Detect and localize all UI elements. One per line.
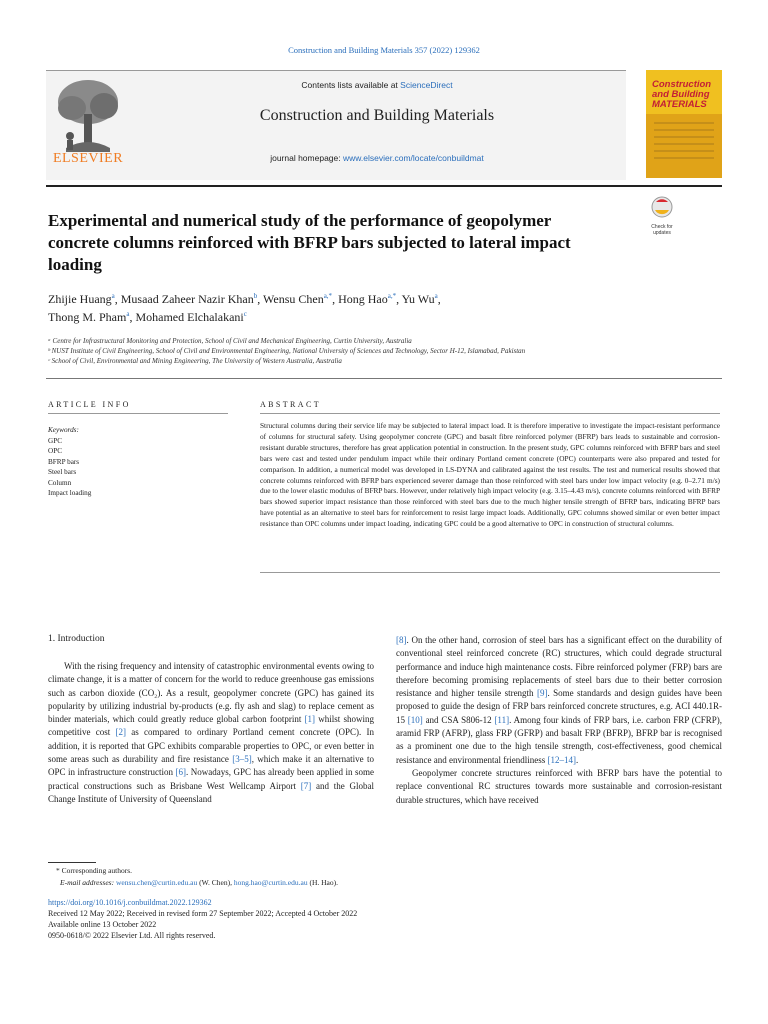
author-name[interactable]: Hong Hao (338, 292, 388, 306)
intro-right-column (396, 634, 722, 807)
check-for-updates-icon (646, 195, 678, 219)
email-link-chen[interactable]: wensu.chen@curtin.edu.au (115, 878, 198, 887)
abstract-end-rule (260, 572, 720, 573)
intro-paragraph (396, 767, 722, 807)
contents-prefix: Contents lists available at (301, 80, 401, 90)
intro-text: as compared to ordinary Portland cement concrete (OPC). In addition, it is reported that GPC exhibits comparable properties to OPC, or even better in some areas such as durability and fire resistance (48, 727, 374, 765)
intro-paragraph (396, 634, 722, 767)
email-owner: (H. Hao). (307, 878, 339, 887)
section-heading-introduction: 1. Introduction (48, 634, 105, 644)
journal-homepage-line (128, 153, 626, 163)
email-label: E-mail addresses: (60, 878, 115, 887)
author-name[interactable]: Musaad Zaheer Nazir Khan (120, 292, 254, 306)
masthead-top-rule (46, 70, 626, 71)
keyword-item: Impact loading (48, 489, 92, 497)
journal-cover-thumbnail[interactable] (646, 70, 722, 178)
affiliation-b: ᵇ NUST Institute of Civil Engineering, School of Civil and Environmental Engineering, National University of Sciences and Technology, Sector H-12, Islamabad, Pakistan (48, 347, 526, 355)
journal-citation[interactable]: Construction and Building Materials 357 (2022) 129362 (288, 45, 480, 55)
author-separator: , (396, 292, 402, 306)
author-name[interactable]: Wensu Chen (263, 292, 324, 306)
author-name[interactable]: Zhijie Huang (48, 292, 112, 306)
affiliation-marker[interactable]: a (126, 310, 130, 318)
corresponding-authors-note: * Corresponding authors. (56, 866, 133, 875)
intro-text: and the Global Change Institute of University of Queensland (48, 780, 374, 804)
check-for-updates-badge[interactable] (646, 195, 678, 236)
masthead-bottom-rule (46, 185, 722, 187)
citation-link[interactable]: [10] (407, 714, 423, 725)
keywords-block (48, 425, 228, 499)
journal-homepage-link[interactable]: www.elsevier.com/locate/conbuildmat (342, 153, 484, 163)
intro-text: . Nowadays, GPC has already been applied in some practical constructions such as Brisbane West Wellcamp Airport (48, 767, 374, 791)
author-name[interactable]: Yu Wu (401, 292, 435, 306)
footnote-rule (48, 862, 96, 863)
affiliation-marker[interactable]: c (243, 310, 247, 318)
intro-text: whilst showing competitive cost (48, 714, 374, 738)
article-footer (48, 897, 548, 941)
citation-link[interactable]: [8] (396, 635, 407, 645)
author-name[interactable]: Mohamed Elchalakani (135, 310, 244, 324)
citation-link[interactable]: [12–14] (547, 754, 576, 765)
keywords-label: Keywords: (48, 426, 79, 434)
intro-text: . (575, 754, 579, 765)
homepage-prefix: journal homepage: (270, 153, 343, 163)
doi-link[interactable]: https://doi.org/10.1016/j.conbuildmat.2022.129362 (48, 898, 212, 907)
intro-text: . On the other hand, corrosion of steel bars has a significant effect on the durability of conventional steel reinforced concrete (RC) structures, which could degrade structural performance and induce high maintenance costs. Fibre reinforced polymer (FRP) bars are therefore becoming promising replacements of steel bars due to their better corrosion resistance and higher tensile strength (396, 635, 722, 699)
citation-link[interactable]: [9] (536, 688, 548, 699)
affiliation-marker[interactable]: a,* (323, 292, 333, 300)
citation-link[interactable]: [1] (304, 714, 316, 725)
article-info-heading: ARTICLE INFO (48, 400, 131, 409)
author-separator: , (332, 292, 339, 306)
intro-text: With the rising frequency and intensity of catastrophic environmental events owing to climate change, it is a matter of concern for the world to reduce greenhouse gas emissions such as carbon dioxide (CO₂). As a result, geopolymer concrete (GPC) has gained its popularity by utilizing industrial by-products (e.g. fly ash and slag) to replace cement as binder materials, which could greatly reduce global carbon footprint (48, 661, 374, 725)
keyword-item: Column (48, 478, 72, 487)
citation-link[interactable]: [6] (175, 767, 186, 778)
author-separator: , (257, 292, 263, 306)
affiliation-a: ᵃ Centre for Infrastructural Monitoring and Protection, School of Civil and Mechanical Engineering, Curtin University, Australia (48, 337, 412, 345)
citation-link[interactable]: [7] (300, 780, 312, 791)
email-owner: (W. Chen), (197, 878, 234, 887)
article-info-rule (48, 413, 228, 414)
affiliation-marker[interactable]: a,* (387, 292, 397, 300)
journal-title: Construction and Building Materials (259, 107, 495, 124)
keyword-item: OPC (48, 447, 62, 455)
keyword-item: GPC (48, 436, 62, 445)
check-for-updates-label: Check for updates (651, 224, 673, 236)
abstract-heading: ABSTRACT (260, 400, 321, 409)
email-link-hao[interactable]: hong.hao@curtin.edu.au (233, 878, 308, 887)
cover-title: Construction and Building MATERIALS (652, 79, 712, 110)
intro-left-column (48, 660, 374, 806)
abstract-text: Structural columns during their service life may be subjected to lateral impact load. It is therefore imperative to investigate the impact-resistant performance of columns for structural safety. Using geopolymer concrete (GPC) and basalt fibre reinforced polymer (BFRP) bars leads to sustainable and corrosion-resistant durable structures, therefore has great application potential in construction. In the present study, GPC columns reinforced with BFRP bars and steel bars were cast and tested under pendulum impact while their ordinary Portland cement concrete (OPC) counterparts were also prepared and tested for comparison. In addition, a numerical model was developed in LS-DYNA and calibrated against the test results. The test and numerical results showed that concrete columns reinforced with BFRP bars experienced severer damage than those reinforced with steel bars under low impact velocity (e.g. 0–2.71 m/s) due to the lower elastic modulus of BFRP bars. However, under relatively high impact velocity (e.g. 3.15–4.43 m/s), concrete columns reinforced with BFRP bars showed superior impact resistance than those reinforced with steel bars due to the much higher tensile strength of BFRP bars, indicating BFRP bars have potential as an alternative to steel bars for reinforcement to resist large impact loads. Additionally, GPC columns showed similar or even better impact resistance than OPC columns under impact loading, indicating GPC could be a good alternative to OPC in construction of structural columns. (260, 421, 720, 529)
affiliation-c: ᶜ School of Civil, Environmental and Mining Engineering, The University of Western Australia, Australia (48, 357, 342, 365)
author-separator: , (114, 292, 121, 306)
copyright-line: 0950-0618/© 2022 Elsevier Ltd. All rights reserved. (48, 931, 216, 940)
intro-text: . Among four kinds of FRP bars, i.e. carbon FRP (CFRP), aramid FRP (AFRP), glass FRP (GFRP) and basalt FRP (BFRP), BFRP bar is recognised as a prominent one due to the high tensile strength, cost-effectiveness, good chemical resistance and environmental friendliness (396, 714, 722, 765)
header-divider (46, 378, 722, 379)
author-separator: , (437, 292, 441, 306)
author-separator: , (129, 310, 136, 324)
paper-title: Experimental and numerical study of the performance of geopolymer concrete columns reinforced with BFRP bars subjected to lateral impact loading (48, 211, 571, 274)
author-list-line-2 (48, 310, 648, 325)
available-online: Available online 13 October 2022 (48, 920, 157, 929)
received-dates: Received 12 May 2022; Received in revised form 27 September 2022; Accepted 4 October 2022 (48, 909, 358, 918)
citation-link[interactable]: [2] (115, 727, 126, 738)
email-addresses-note (60, 878, 338, 887)
author-name[interactable]: Thong M. Pham (48, 310, 127, 324)
intro-text: , which make it an alternative to OPC in infrastructure construction (48, 754, 374, 778)
abstract-rule (260, 413, 720, 414)
sciencedirect-link[interactable]: ScienceDirect (400, 80, 453, 90)
citation-link[interactable]: [11] (494, 714, 510, 725)
author-list-line-1 (48, 292, 648, 307)
keyword-item: Steel bars (48, 468, 77, 476)
intro-text: . Some standards and design guides have been proposed to guide the design of FRP bars reinforced concrete structures, e.g. ACI 440.1R-15 (396, 688, 722, 725)
citation-link[interactable]: [3–5] (232, 754, 252, 765)
affiliation-marker[interactable]: a (434, 292, 438, 300)
affiliation-marker[interactable]: a (111, 292, 115, 300)
affiliation-marker[interactable]: b (253, 292, 258, 300)
cover-texture (654, 122, 714, 162)
contents-available-line (128, 80, 626, 90)
keyword-item: BFRP bars (48, 457, 80, 466)
intro-text: Geopolymer concrete structures reinforced with BFRP bars have the potential to replace conventional RC structures towards more sustainable and corrosion-resistant durable structures, which have received (396, 767, 722, 805)
elsevier-wordmark: ELSEVIER (52, 151, 124, 166)
intro-text: and CSA S806-12 (422, 714, 495, 725)
